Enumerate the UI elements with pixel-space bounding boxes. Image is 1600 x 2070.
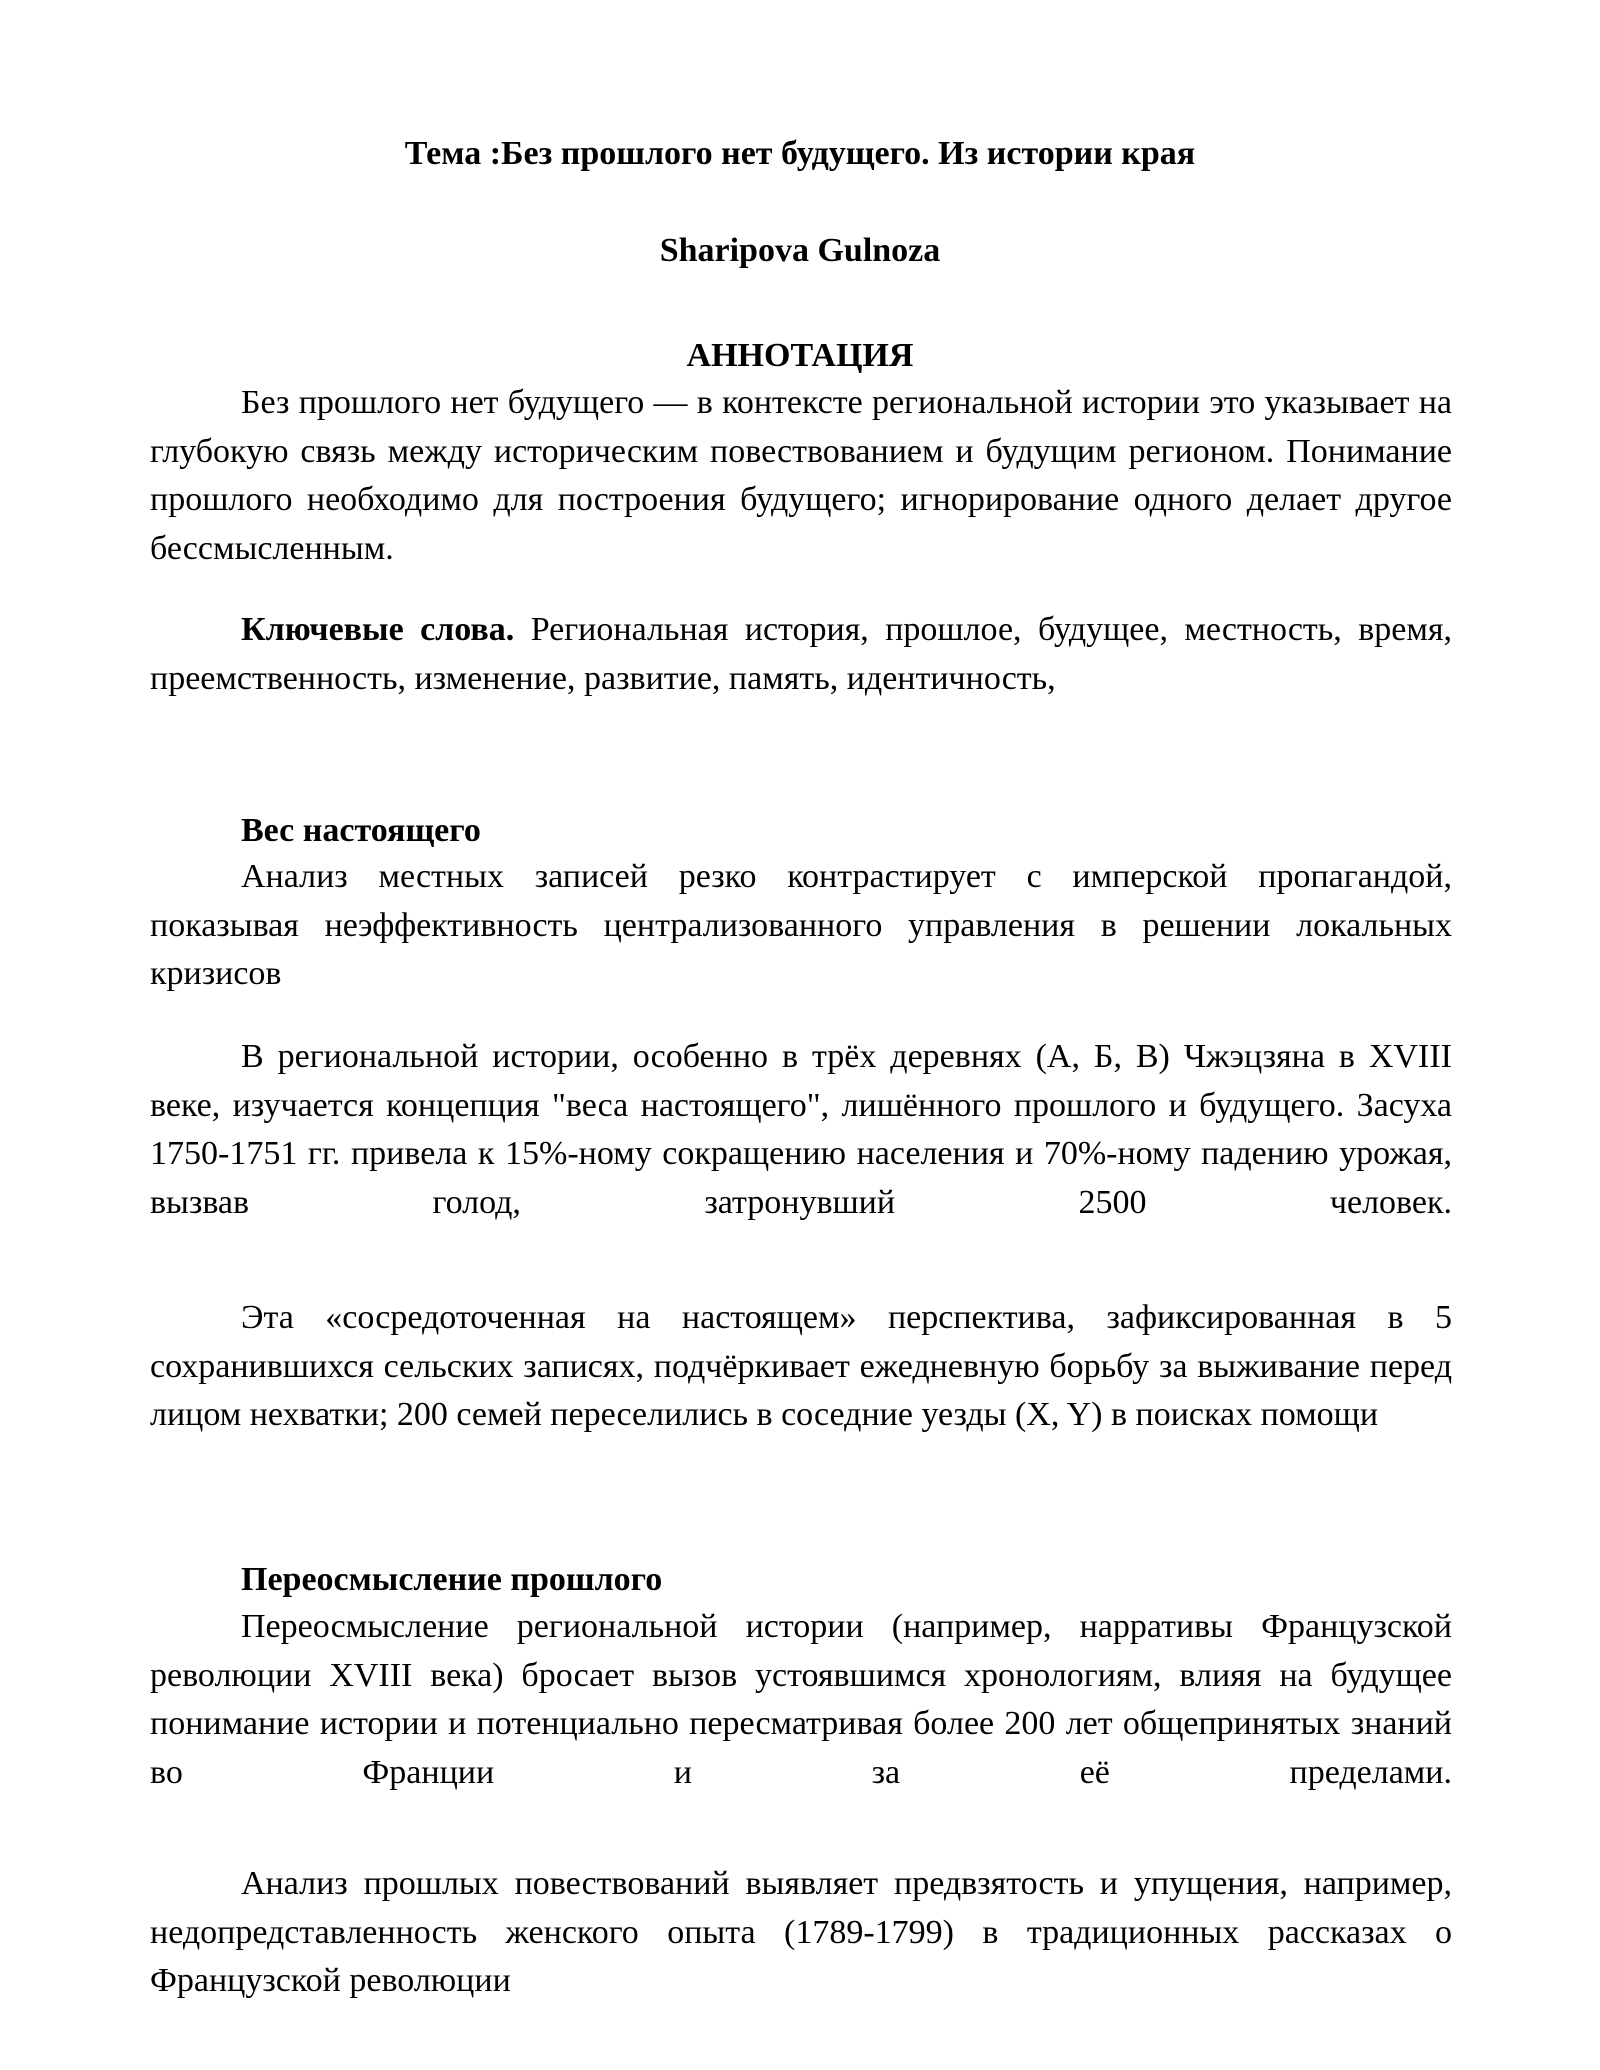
keywords-text: Региональная история, прошлое, будущее, местность, время, преемственность, изменение, развитие, память, идентичность, [150, 611, 1453, 697]
section1-paragraph: Анализ местных записей резко контрастирует с имперской пропагандой, показывая неэффективность централизованного управления в решении локальных кризисов [150, 858, 1452, 992]
section1-paragraph: В региональной истории, особенно в трёх деревнях (А, Б, В) Чжэцзяна в XVIII веке, изучается концепция "веса настоящего", лишённого прошлого и будущего. Засуха 1750-1751 гг. привела к 15%-ному сокращению населения и 70%-ному падению урожая, вызвав голод, затронувший 2500 человек. [150, 1038, 1452, 1221]
section-heading-present: Вес настоящего [241, 812, 481, 849]
section2-paragraph: Анализ прошлых повествований выявляет предвзятость и упущения, например, недопредставленность женского опыта (1789-1799) в традиционных рассказах о Французской революции [150, 1865, 1452, 1999]
annotation-heading: АННОТАЦИЯ [686, 337, 914, 374]
annotation-paragraph: Без прошлого нет будущего — в контексте региональной истории это указывает на глубокую связь между историческим повествованием и будущим регионом. Понимание прошлого необходимо для построения будущего; игнорирование одного делает другое бессмысленным. [150, 384, 1452, 567]
document-title: Тема :Без прошлого нет будущего. Из истории края [404, 135, 1196, 172]
author-name: Sharipova Gulnoza [659, 232, 941, 269]
section-heading-rethinking: Переосмысление прошлого [241, 1561, 663, 1598]
keywords-paragraph [150, 606, 1452, 703]
section1-paragraph: Эта «сосредоточенная на настоящем» перспектива, зафиксированная в 5 сохранившихся сельских записях, подчёркивает ежедневную борьбу за выживание перед лицом нехватки; 200 семей переселились в соседние уезды (X, Y) в поисках помощи [150, 1299, 1452, 1433]
keywords-label: Ключевые слова. [241, 611, 515, 648]
section2-paragraph: Переосмысление региональной истории (например, нарративы Французской революции XVIII века) бросает вызов устоявшимся хронологиям, влияя на будущее понимание истории и потенциально пересматривая более 200 лет общепринятых знаний во Франции и за её пределами. [150, 1608, 1452, 1791]
